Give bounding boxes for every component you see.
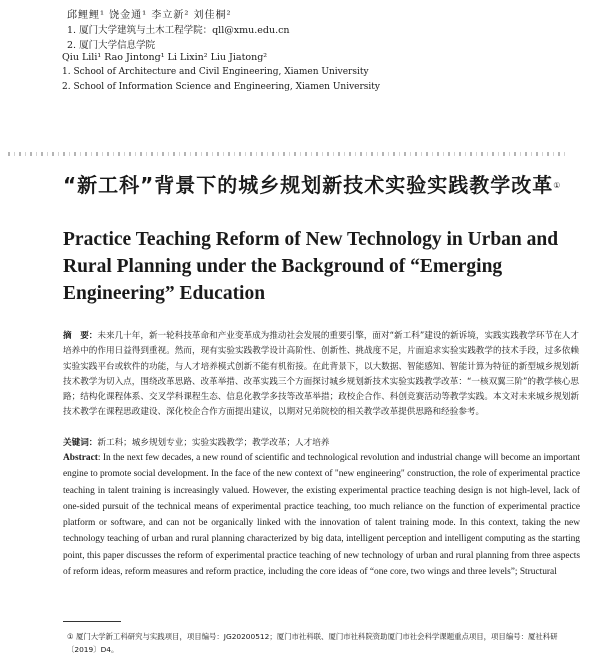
affiliation-cn-1: 1. 厦门大学建筑与土木工程学院：qll@xmu.edu.cn [67,25,290,36]
keywords-label: 关键词： [63,438,98,448]
scan-artifact-line [8,152,568,156]
keywords-text: 新工科；城乡规划专业；实验实践教学；教学改革；人才培养 [97,438,330,448]
title-cn [63,172,583,199]
abstract-cn-text: 未来几十年，新一轮科技革命和产业变革成为推动社会发展的重要引擎，面对“新工科”建设的新诉境，实践实践教学环节在人才培养中的作用日益得到重视。然而，现有实验实践教学设计高阶性、创新性、挑战度不足，片面追求实验实践教学的技术手段，过多依赖实验实践平台或软件的功能，与人才培养模式创新不能有机衔接。在此背景下，以大数据、智能感知、智能计算为特征的新型城乡规划新技术教学为切入点，围绕改革思路、改革举措、改革实践三个方面探讨城乡规划新技术实验实践教学改革：“一核双翼三阶”的教学核心思路；结构化课程体系、交叉学科课程生态、信息化教学多技等改革举措；政校企合作、科创竞赛活动等教学实践。本文对未来城乡规划新技术教学在课程思政建设、深化校企合作方面提出建议，以期对兄弟院校的相关教学改革提供思路和经验参考。 [63,331,579,418]
abstract-cn [63,329,579,421]
affiliation-en-2: 2. School of Information Science and Engineering, Xiamen University [62,82,380,92]
affiliation-en-1: 1. School of Architecture and Civil Engineering, Xiamen University [62,67,369,77]
keywords [63,436,329,448]
title-en: Practice Teaching Reform of New Technology in Urban and Rural Planning under the Background of “Emerging Engineering” Education [63,229,559,304]
abstract-en [63,450,580,580]
title-cn-note: ① [553,181,562,190]
footnote-divider [63,621,121,622]
abstract-en-label: Abstract [63,453,98,463]
authors-en: Qiu Lili¹ Rao Jintong¹ Li Lixin² Liu Jiatong² [62,52,268,63]
abstract-cn-label: 摘 要： [63,331,98,341]
footnote: ① 厦门大学新工科研究与实践项目，项目编号：JG20200512；厦门市社科联、厦门市社科院资助厦门市社会科学课题重点项目，项目编号：厦社科研〔2019〕D4。 [67,632,558,654]
abstract-en-text: : In the next few decades, a new round of scientific and technological revolution and industrial change will become an important engine to promote social development. In the face of the new context of "new engineering" construction, the role of experimental practice teaching in talent training is increasingly valued. However, the existing experimental practice teaching design is not high-level, lack of one-sided pursuit of the technical means of experimental practice teaching, too much reliance on the function of experimental practice platform or software, and can not be organically linked with the innovation of talent training mode. In this context, taking the new technology teaching of urban and rural planning characterized by big data, intelligent perception and intelligent computing as the starting point, this paper discusses the reform of experimental practice teaching of new technology of urban and rural planning from three aspects of reform ideas, reform measures and reform practice, including the core ideas of “one core, two wings and three levels”; Structural [63,453,580,578]
affiliation-cn-2: 2. 厦门大学信息学院 [67,40,156,51]
authors-cn: 邱鲤鲤¹ 饶金通¹ 李立新² 刘佳桐² [67,10,232,21]
title-cn-text: “新工科”背景下的城乡规划新技术实验实践教学改革 [63,173,554,197]
